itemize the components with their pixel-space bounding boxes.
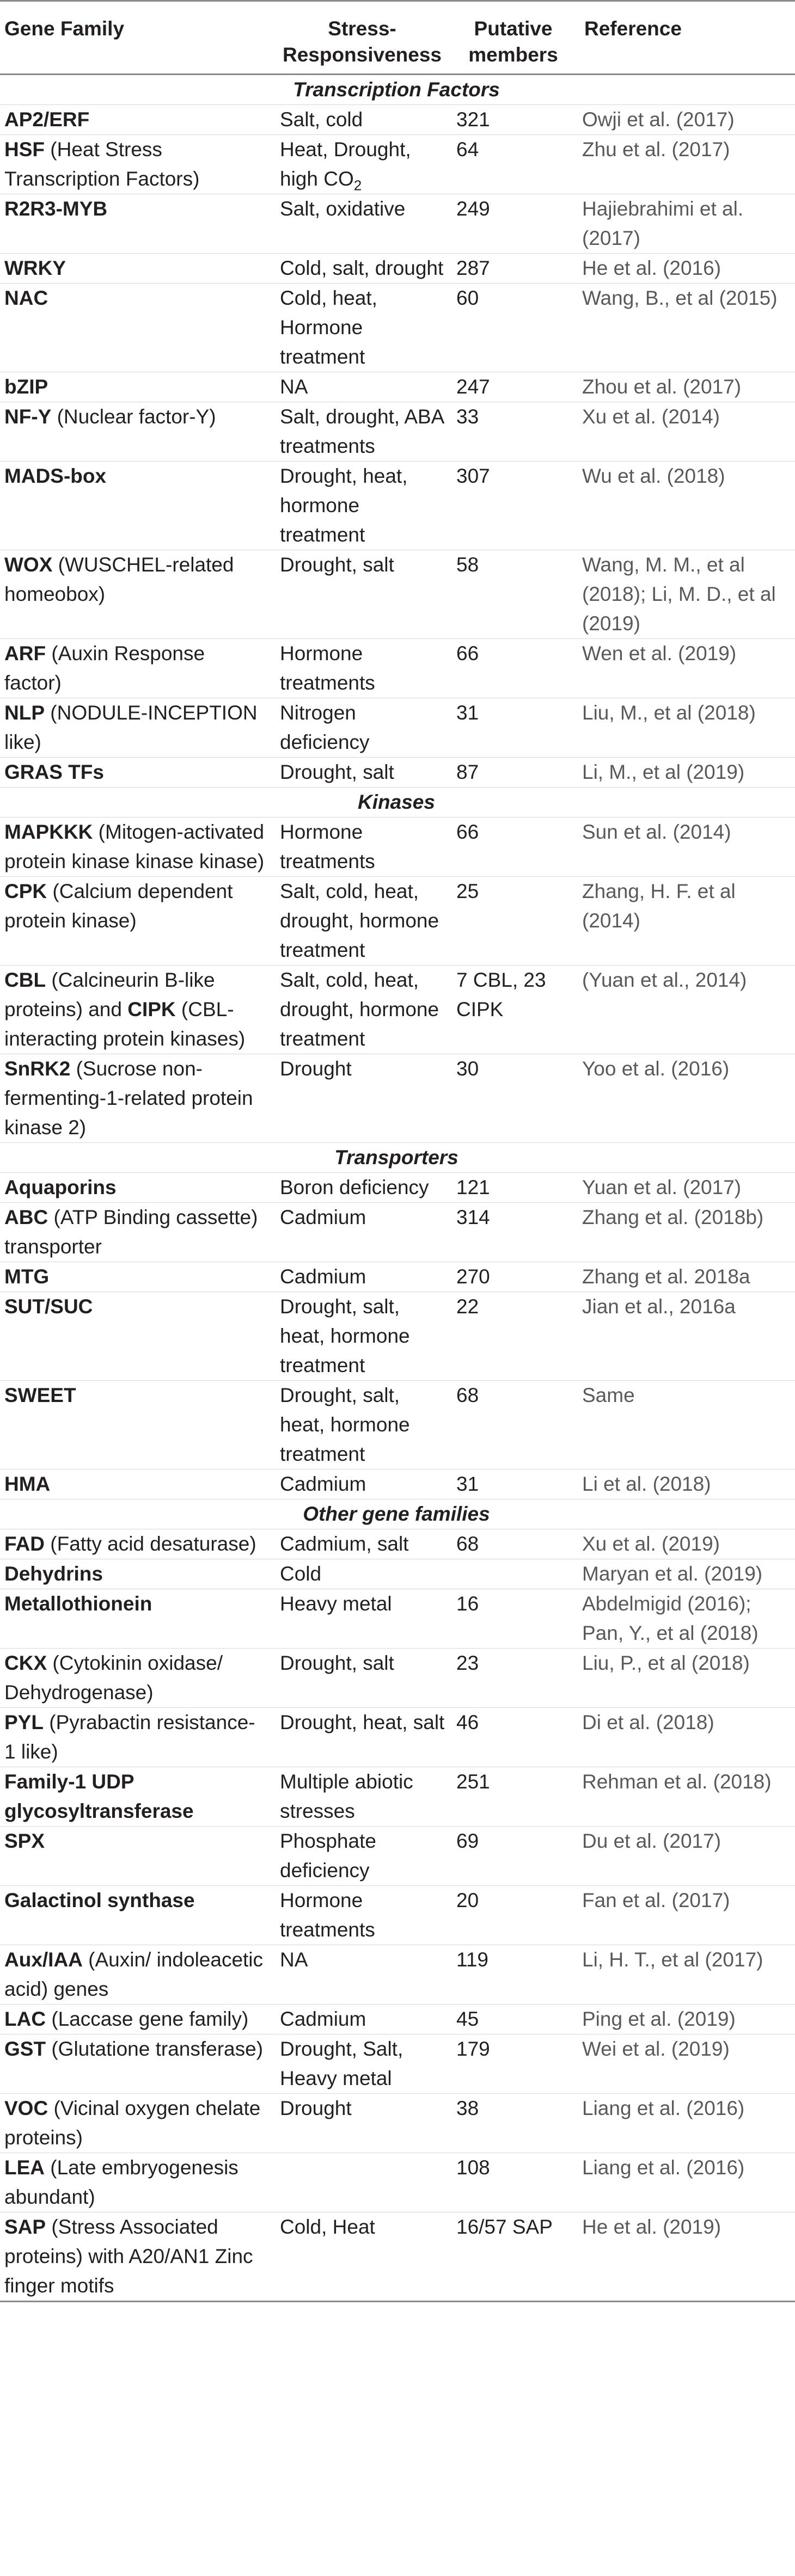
- gene-name: LEA: [4, 2156, 45, 2179]
- gene-family-cell: [0, 1827, 272, 1886]
- reference-cell: Li, H. T., et al (2017): [574, 1945, 795, 2005]
- stress-cell: [272, 402, 452, 462]
- gene-name: Dehydrins: [4, 1563, 103, 1585]
- table-row: [0, 1827, 795, 1886]
- gene-name: PYL: [4, 1711, 44, 1733]
- gene-name: HMA: [4, 1473, 51, 1495]
- stress-cell: [272, 284, 452, 372]
- stress-text: Cold, salt, drought: [280, 257, 444, 279]
- stress-cell: [272, 758, 452, 788]
- gene-description: (Cytokinin oxidase/ Dehydrogenase): [4, 1652, 223, 1704]
- gene-name: MAPKKK: [4, 821, 93, 843]
- gene-name: ABC: [4, 1206, 48, 1228]
- gene-name: FAD: [4, 1533, 45, 1555]
- stress-text: Salt, drought, ABA treatments: [280, 405, 444, 457]
- gene-name: SnRK2: [4, 1058, 71, 1080]
- table-row: [0, 1767, 795, 1827]
- table-row: [0, 639, 795, 698]
- gene-name: NAC: [4, 287, 48, 309]
- members-cell: 31: [452, 698, 574, 758]
- stress-text: Drought, heat, salt: [280, 1711, 445, 1733]
- stress-text: NA: [280, 376, 308, 398]
- table-body: [0, 75, 795, 2302]
- gene-family-cell: [0, 105, 272, 135]
- gene-description: (Fatty acid desaturase): [45, 1533, 256, 1555]
- gene-family-cell: [0, 2005, 272, 2034]
- members-cell: 68: [452, 1529, 574, 1559]
- members-cell: 108: [452, 2153, 574, 2212]
- gene-family-cell: [0, 1589, 272, 1649]
- table-row: [0, 1381, 795, 1470]
- stress-subscript: 2: [353, 177, 362, 194]
- header-putative-members: Putative members: [452, 1, 574, 75]
- gene-description: (ATP Binding cassette) transporter: [4, 1206, 258, 1258]
- section-row: [0, 1143, 795, 1173]
- gene-description: (Vicinal oxygen chelate proteins): [4, 2097, 261, 2149]
- stress-text: Cold, Heat: [280, 2216, 375, 2238]
- gene-family-cell: [0, 1767, 272, 1827]
- gene-family-cell: [0, 254, 272, 284]
- stress-cell: [272, 1470, 452, 1499]
- stress-cell: [272, 1529, 452, 1559]
- reference-cell: Yuan et al. (2017): [574, 1173, 795, 1203]
- reference-cell: Jian et al., 2016a: [574, 1292, 795, 1381]
- gene-name: CBL: [4, 969, 46, 991]
- reference-cell: Zhou et al. (2017): [574, 372, 795, 402]
- table-row: [0, 105, 795, 135]
- members-cell: 20: [452, 1886, 574, 1945]
- gene-family-cell: [0, 194, 272, 254]
- stress-cell: [272, 372, 452, 402]
- gene-name: WOX: [4, 554, 53, 576]
- table-row: [0, 1470, 795, 1499]
- gene-name: bZIP: [4, 376, 48, 398]
- table-row: [0, 2094, 795, 2153]
- stress-text: Salt, cold: [280, 108, 363, 131]
- table-row: [0, 698, 795, 758]
- gene-description: (CBL-interacting protein kinases): [4, 998, 246, 1050]
- gene-family-cell: [0, 1945, 272, 2005]
- gene-name: LAC: [4, 2008, 46, 2030]
- table-row: [0, 550, 795, 639]
- reference-cell: (Yuan et al., 2014): [574, 966, 795, 1054]
- stress-cell: [272, 1203, 452, 1262]
- reference-cell: Yoo et al. (2016): [574, 1054, 795, 1143]
- gene-name: Aux/IAA: [4, 1948, 83, 1971]
- table-row: [0, 1529, 795, 1559]
- table-row: [0, 2034, 795, 2094]
- gene-name: MADS-box: [4, 465, 107, 487]
- gene-family-cell: [0, 1708, 272, 1767]
- stress-text: Cadmium, salt: [280, 1533, 409, 1555]
- members-cell: 87: [452, 758, 574, 788]
- reference-cell: Wu et al. (2018): [574, 462, 795, 550]
- gene-family-cell: [0, 758, 272, 788]
- gene-description: (Laccase gene family): [46, 2008, 249, 2030]
- stress-text: Cold: [280, 1563, 322, 1585]
- gene-name: SWEET: [4, 1384, 76, 1406]
- stress-cell: [272, 254, 452, 284]
- table-row: [0, 1292, 795, 1381]
- table-row: [0, 194, 795, 254]
- gene-family-cell: [0, 1649, 272, 1708]
- gene-family-cell: [0, 817, 272, 877]
- stress-cell: [272, 698, 452, 758]
- gene-name: R2R3-MYB: [4, 198, 108, 220]
- stress-text: Drought, salt, heat, hormone treatment: [280, 1295, 410, 1376]
- reference-cell: Wei et al. (2019): [574, 2034, 795, 2094]
- stress-cell: [272, 966, 452, 1054]
- members-cell: 64: [452, 135, 574, 194]
- gene-description: (Glutatione transferase): [46, 2038, 264, 2060]
- stress-cell: [272, 1292, 452, 1381]
- table-row: [0, 1589, 795, 1649]
- reference-cell: Abdelmigid (2016); Pan, Y., et al (2018): [574, 1589, 795, 1649]
- stress-text: Nitrogen deficiency: [280, 702, 370, 753]
- reference-cell: Xu et al. (2019): [574, 1529, 795, 1559]
- table-row: [0, 462, 795, 550]
- stress-cell: [272, 817, 452, 877]
- table-row: [0, 1649, 795, 1708]
- stress-cell: [272, 1054, 452, 1143]
- members-cell: 251: [452, 1767, 574, 1827]
- gene-name: ARF: [4, 642, 46, 665]
- gene-name: NF-Y: [4, 405, 52, 428]
- members-cell: 31: [452, 1470, 574, 1499]
- reference-cell: Owji et al. (2017): [574, 105, 795, 135]
- gene-description: (Auxin Response factor): [4, 642, 205, 694]
- gene-name: MTG: [4, 1265, 50, 1288]
- stress-text: Phosphate deficiency: [280, 1830, 376, 1882]
- gene-name: HSF: [4, 138, 45, 161]
- reference-cell: Liang et al. (2016): [574, 2094, 795, 2153]
- gene-name: Metallothionein: [4, 1593, 152, 1615]
- gene-description: (Heat Stress Transcription Factors): [4, 138, 200, 190]
- stress-cell: [272, 1945, 452, 2005]
- reference-cell: He et al. (2019): [574, 2212, 795, 2302]
- members-cell: 45: [452, 2005, 574, 2034]
- members-cell: [452, 1559, 574, 1589]
- stress-text: Drought, salt: [280, 1652, 394, 1674]
- reference-cell: He et al. (2016): [574, 254, 795, 284]
- stress-text: Hormone treatments: [280, 821, 375, 872]
- stress-text: Cadmium: [280, 1265, 366, 1288]
- members-cell: 307: [452, 462, 574, 550]
- members-cell: 30: [452, 1054, 574, 1143]
- gene-family-cell: [0, 966, 272, 1054]
- gene-family-cell: [0, 1292, 272, 1381]
- section-title: Kinases: [0, 788, 795, 817]
- stress-text: Drought, salt: [280, 554, 394, 576]
- section-row: [0, 788, 795, 817]
- stress-cell: [272, 462, 452, 550]
- reference-cell: Liang et al. (2016): [574, 2153, 795, 2212]
- reference-cell: Zhang et al. 2018a: [574, 1262, 795, 1292]
- members-cell: 25: [452, 877, 574, 966]
- table-row: [0, 2005, 795, 2034]
- header-reference: Reference: [574, 1, 795, 75]
- gene-description: (Calcium dependent protein kinase): [4, 880, 233, 932]
- members-cell: 60: [452, 284, 574, 372]
- gene-name: CIPK: [127, 998, 176, 1020]
- table-row: [0, 402, 795, 462]
- members-cell: 22: [452, 1292, 574, 1381]
- members-cell: 16/57 SAP: [452, 2212, 574, 2302]
- gene-family-cell: [0, 1470, 272, 1499]
- reference-cell: Ping et al. (2019): [574, 2005, 795, 2034]
- stress-text: Drought: [280, 1058, 352, 1080]
- gene-family-cell: [0, 877, 272, 966]
- gene-family-cell: [0, 462, 272, 550]
- reference-cell: Di et al. (2018): [574, 1708, 795, 1767]
- members-cell: 16: [452, 1589, 574, 1649]
- reference-cell: Zhang et al. (2018b): [574, 1203, 795, 1262]
- members-cell: 69: [452, 1827, 574, 1886]
- members-cell: 23: [452, 1649, 574, 1708]
- gene-family-cell: [0, 698, 272, 758]
- header-gene-family: Gene Family: [0, 1, 272, 75]
- gene-family-cell: [0, 1886, 272, 1945]
- gene-name: CKX: [4, 1652, 47, 1674]
- stress-text: Hormone treatments: [280, 642, 375, 694]
- members-cell: 66: [452, 817, 574, 877]
- table-row: [0, 1262, 795, 1292]
- gene-family-cell: [0, 1529, 272, 1559]
- reference-cell: Fan et al. (2017): [574, 1886, 795, 1945]
- stress-text: Cadmium: [280, 1473, 366, 1495]
- gene-family-cell: [0, 135, 272, 194]
- gene-name: AP2/ERF: [4, 108, 90, 131]
- gene-description: (Auxin/ indoleacetic acid) genes: [4, 1948, 264, 2000]
- reference-cell: Same: [574, 1381, 795, 1470]
- gene-family-cell: [0, 2212, 272, 2302]
- table-row: [0, 758, 795, 788]
- stress-cell: [272, 2005, 452, 2034]
- stress-cell: [272, 2153, 452, 2212]
- table-row: [0, 1054, 795, 1143]
- stress-cell: [272, 1381, 452, 1470]
- members-cell: 7 CBL, 23 CIPK: [452, 966, 574, 1054]
- stress-cell: [272, 877, 452, 966]
- gene-family-cell: [0, 1262, 272, 1292]
- table-row: [0, 1886, 795, 1945]
- stress-text: Salt, cold, heat, drought, hormone treatment: [280, 969, 439, 1050]
- stress-text: Multiple abiotic stresses: [280, 1770, 413, 1822]
- gene-name: VOC: [4, 2097, 48, 2119]
- stress-text: NA: [280, 1948, 308, 1971]
- table-row: [0, 2153, 795, 2212]
- members-cell: 119: [452, 1945, 574, 2005]
- gene-name: SPX: [4, 1830, 45, 1852]
- members-cell: 66: [452, 639, 574, 698]
- section-row: [0, 1499, 795, 1529]
- stress-cell: [272, 2212, 452, 2302]
- stress-text: Cold, heat, Hormone treatment: [280, 287, 377, 368]
- reference-cell: Li, M., et al (2019): [574, 758, 795, 788]
- gene-family-cell: [0, 284, 272, 372]
- reference-cell: Sun et al. (2014): [574, 817, 795, 877]
- stress-text: Heavy metal: [280, 1593, 392, 1615]
- table-header: [0, 1, 795, 75]
- table-row: [0, 966, 795, 1054]
- table-row: [0, 817, 795, 877]
- section-title: Transporters: [0, 1143, 795, 1173]
- gene-name: WRKY: [4, 257, 66, 279]
- reference-cell: Li et al. (2018): [574, 1470, 795, 1499]
- members-cell: 314: [452, 1203, 574, 1262]
- table-row: [0, 372, 795, 402]
- members-cell: 121: [452, 1173, 574, 1203]
- gene-family-cell: [0, 1054, 272, 1143]
- members-cell: 247: [452, 372, 574, 402]
- gene-name: Family-1 UDP glycosyltransferase: [4, 1770, 194, 1822]
- table-row: [0, 877, 795, 966]
- section-row: [0, 75, 795, 105]
- gene-name: Aquaporins: [4, 1176, 117, 1198]
- reference-cell: Liu, M., et al (2018): [574, 698, 795, 758]
- reference-cell: Rehman et al. (2018): [574, 1767, 795, 1827]
- members-cell: 46: [452, 1708, 574, 1767]
- members-cell: 33: [452, 402, 574, 462]
- stress-cell: [272, 1708, 452, 1767]
- stress-text: Salt, cold, heat, drought, hormone treatment: [280, 880, 439, 961]
- table-row: [0, 1173, 795, 1203]
- stress-text: Hormone treatments: [280, 1889, 375, 1941]
- gene-family-cell: [0, 1173, 272, 1203]
- reference-cell: Zhu et al. (2017): [574, 135, 795, 194]
- stress-cell: [272, 135, 452, 194]
- reference-cell: Hajiebrahimi et al. (2017): [574, 194, 795, 254]
- members-cell: 270: [452, 1262, 574, 1292]
- stress-text: Drought, heat, hormone treatment: [280, 465, 408, 546]
- gene-name: NLP: [4, 702, 45, 724]
- stress-cell: [272, 1886, 452, 1945]
- gene-description: (NODULE-INCEPTION like): [4, 702, 258, 753]
- stress-text: Drought: [280, 2097, 352, 2119]
- section-title: Transcription Factors: [0, 75, 795, 105]
- reference-cell: Xu et al. (2014): [574, 402, 795, 462]
- gene-description: (Calcineurin B-like proteins) and: [4, 969, 215, 1020]
- reference-cell: Wang, B., et al (2015): [574, 284, 795, 372]
- reference-cell: Wen et al. (2019): [574, 639, 795, 698]
- stress-cell: [272, 1827, 452, 1886]
- table-row: [0, 284, 795, 372]
- reference-cell: Maryan et al. (2019): [574, 1559, 795, 1589]
- gene-description: (Sucrose non-fermenting-1-related protein kinase 2): [4, 1058, 253, 1139]
- stress-text: Drought, Salt, Heavy metal: [280, 2038, 403, 2089]
- stress-cell: [272, 2034, 452, 2094]
- table-row: [0, 254, 795, 284]
- stress-cell: [272, 1262, 452, 1292]
- stress-cell: [272, 550, 452, 639]
- gene-description: (Late embryogenesis abundant): [4, 2156, 238, 2208]
- members-cell: 287: [452, 254, 574, 284]
- stress-text: Drought, salt, heat, hormone treatment: [280, 1384, 410, 1465]
- stress-text: Salt, oxidative: [280, 198, 406, 220]
- gene-name: GRAS TFs: [4, 761, 104, 783]
- stress-text: Drought, salt: [280, 761, 394, 783]
- members-cell: 249: [452, 194, 574, 254]
- gene-name: SUT/SUC: [4, 1295, 93, 1318]
- members-cell: 179: [452, 2034, 574, 2094]
- section-title: Other gene families: [0, 1499, 795, 1529]
- stress-text: Cadmium: [280, 1206, 366, 1228]
- members-cell: 68: [452, 1381, 574, 1470]
- table-row: [0, 1203, 795, 1262]
- members-cell: 58: [452, 550, 574, 639]
- reference-cell: Du et al. (2017): [574, 1827, 795, 1886]
- table-row: [0, 135, 795, 194]
- stress-cell: [272, 639, 452, 698]
- gene-family-cell: [0, 1203, 272, 1262]
- gene-family-cell: [0, 550, 272, 639]
- reference-cell: Wang, M. M., et al (2018); Li, M. D., et al (2019): [574, 550, 795, 639]
- gene-name: Galactinol synthase: [4, 1889, 195, 1911]
- gene-description: (Stress Associated proteins) with A20/AN1 Zinc finger motifs: [4, 2216, 253, 2297]
- stress-cell: [272, 1173, 452, 1203]
- reference-cell: Liu, P., et al (2018): [574, 1649, 795, 1708]
- gene-description: (WUSCHEL-related homeobox): [4, 554, 234, 605]
- gene-description: (Mitogen-activated protein kinase kinase kinase): [4, 821, 265, 872]
- reference-cell: Zhang, H. F. et al (2014): [574, 877, 795, 966]
- table-row: [0, 1708, 795, 1767]
- stress-cell: [272, 1767, 452, 1827]
- table-row: [0, 1945, 795, 2005]
- gene-family-cell: [0, 2153, 272, 2212]
- gene-family-cell: [0, 639, 272, 698]
- stress-cell: [272, 1649, 452, 1708]
- gene-family-cell: [0, 1559, 272, 1589]
- stress-text: Heat, Drought, high CO: [280, 138, 411, 190]
- gene-description: (Nuclear factor-Y): [51, 405, 216, 428]
- stress-text: Boron deficiency: [280, 1176, 429, 1198]
- gene-family-cell: [0, 372, 272, 402]
- stress-cell: [272, 1589, 452, 1649]
- gene-name: GST: [4, 2038, 46, 2060]
- table-row: [0, 2212, 795, 2302]
- gene-family-cell: [0, 1381, 272, 1470]
- gene-family-cell: [0, 2034, 272, 2094]
- stress-cell: [272, 2094, 452, 2153]
- gene-description: (Pyrabactin resistance-1 like): [4, 1711, 255, 1763]
- header-stress-responsiveness: Stress-Responsiveness: [272, 1, 452, 75]
- stress-cell: [272, 105, 452, 135]
- members-cell: 38: [452, 2094, 574, 2153]
- stress-cell: [272, 194, 452, 254]
- gene-family-cell: [0, 402, 272, 462]
- gene-name: SAP: [4, 2216, 46, 2238]
- gene-name: CPK: [4, 880, 47, 902]
- table-row: [0, 1559, 795, 1589]
- stress-cell: [272, 1559, 452, 1589]
- stress-text: Cadmium: [280, 2008, 366, 2030]
- members-cell: 321: [452, 105, 574, 135]
- gene-family-cell: [0, 2094, 272, 2153]
